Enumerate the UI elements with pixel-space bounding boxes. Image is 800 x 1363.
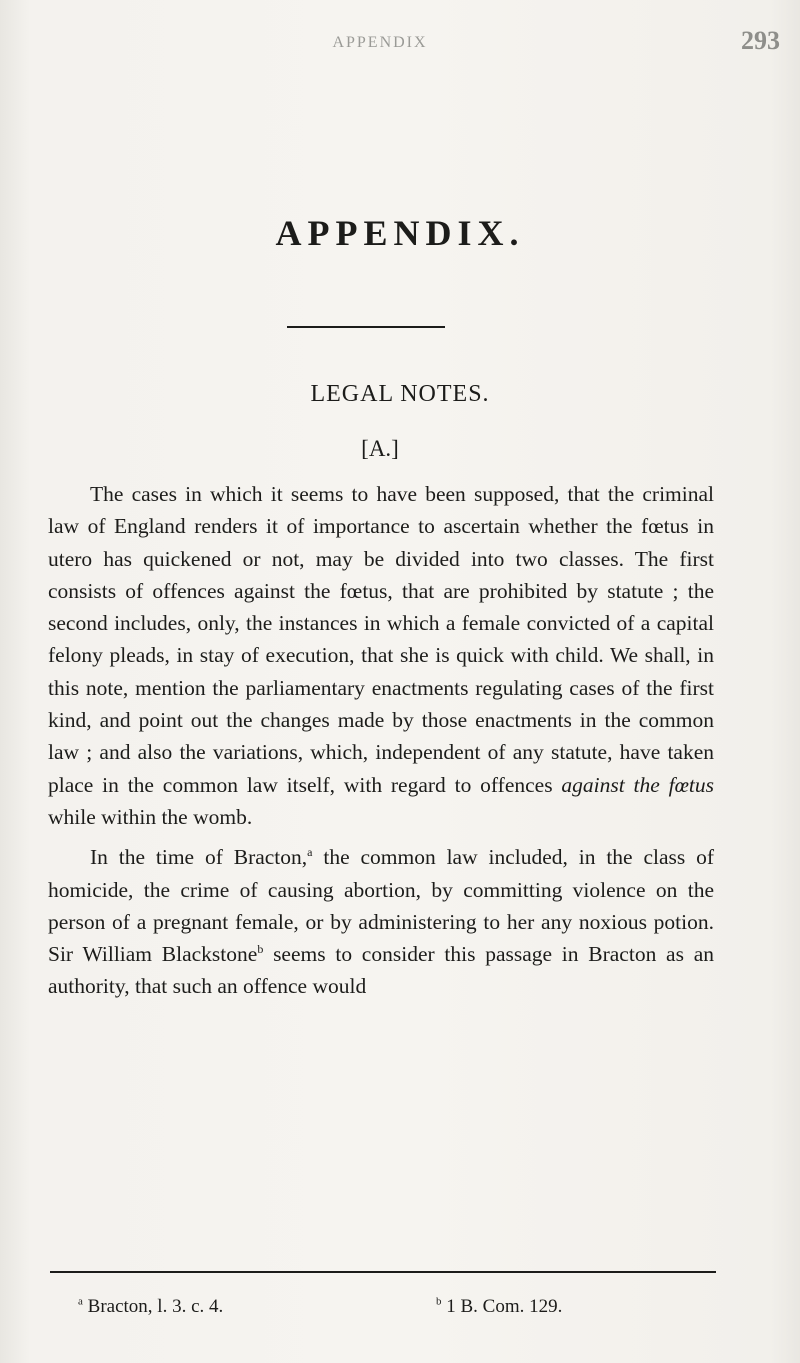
- footnote-b-text: 1 B. Com. 129.: [446, 1296, 563, 1317]
- paragraph-1-text: The cases in which it seems to have been supposed, that the criminal law of England renders it of importance to ascertain whether the fœtus in utero has quickened or not, may be divided into two classes. The first consists of offences against the fœtus, that are prohibited by statute ; the second includes, only, the instances in which a female convicted of a capital felony pleads, in stay of execution, that she is quick with child. We shall, in this note, mention the parliamentary enactments regulating cases of the first kind, and point out the changes made by those enactments in the common law ; and also the variations, which, independent of any statute, have taken place in the common law itself, with regard to offences: [48, 482, 714, 797]
- paragraph-2-text-c: seems to consider this passage in Bracton as an authority, that such an offence would: [48, 942, 715, 999]
- running-head: [0, 26, 800, 60]
- footnote-divider: [50, 1271, 716, 1273]
- footnote-b-mark: b: [436, 1295, 442, 1308]
- footnote-a: [78, 1296, 223, 1318]
- page-title: APPENDIX.: [275, 213, 525, 253]
- footnote-b: [436, 1296, 562, 1318]
- paragraph-2: [48, 841, 714, 1002]
- paragraph-2-text-b: the common law included, in the class of homicide, the crime of causing abortion, by committing violence on the person of a pregnant female, or by administering to her any noxious potion. Sir William Blackstone: [48, 845, 715, 967]
- italic-phrase: against the fœtus: [561, 772, 714, 797]
- section-title: LEGAL NOTES.: [310, 381, 490, 407]
- footnote-a-text: Bracton, l. 3. c. 4.: [87, 1296, 224, 1317]
- running-title: APPENDIX: [332, 34, 428, 51]
- footnote-ref-a: a: [307, 845, 313, 860]
- paragraph-1-end: while within the womb.: [48, 804, 253, 829]
- page-number: 293: [741, 26, 780, 55]
- paragraph-2-text-a: In the time of Bracton,: [90, 845, 308, 870]
- body-text: [48, 478, 714, 1003]
- note-label: [A.]: [361, 436, 399, 461]
- title-divider: [287, 326, 445, 328]
- footnote-ref-b: b: [257, 942, 264, 956]
- footnote-a-mark: a: [78, 1295, 83, 1308]
- paragraph-1: [48, 478, 714, 833]
